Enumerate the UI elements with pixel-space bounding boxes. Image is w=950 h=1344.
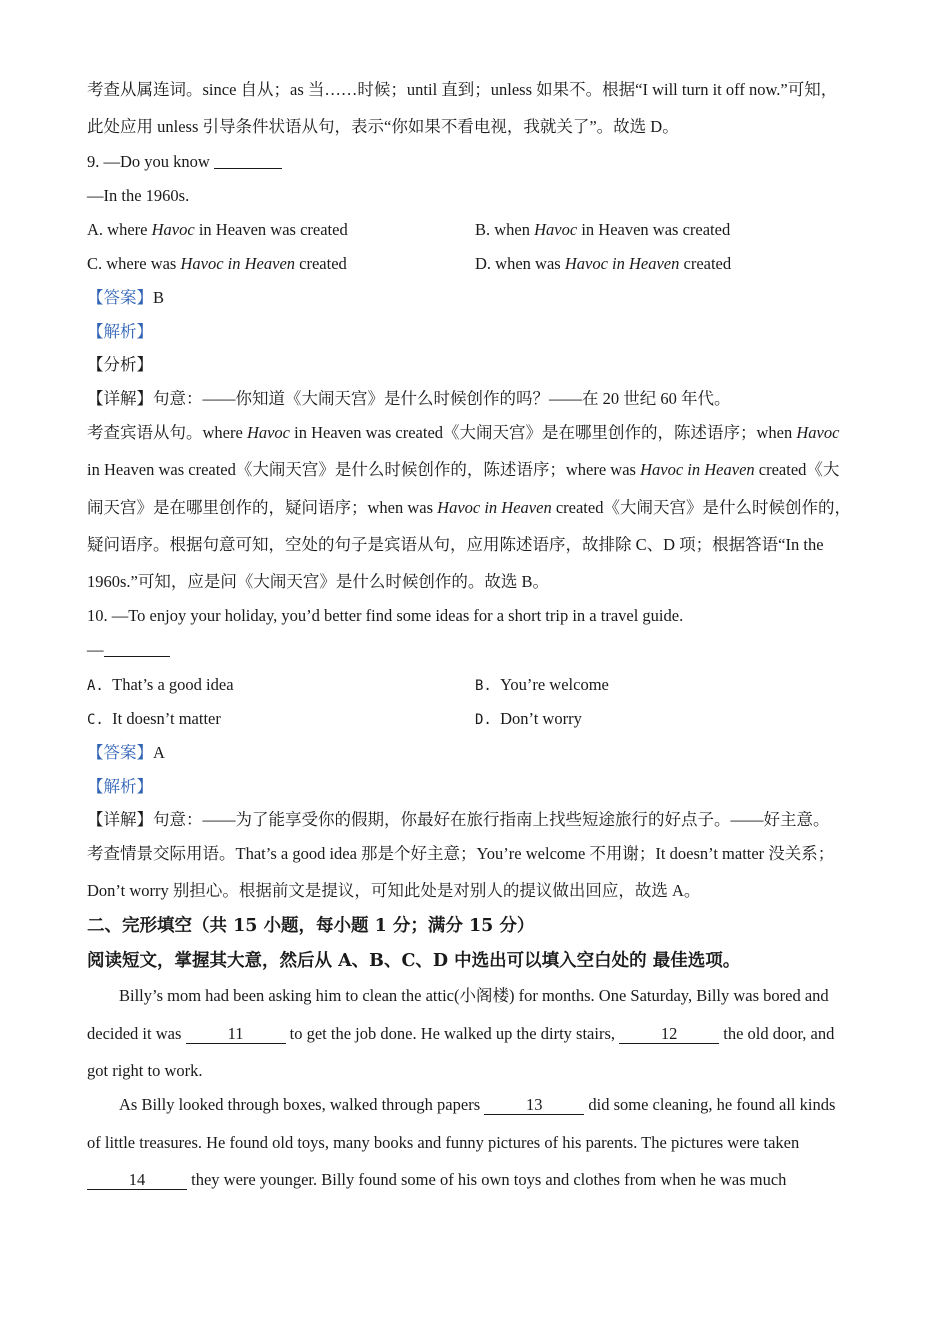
section-instruction: 阅读短文，掌握其大意，然后从 A、B、C、D 中选出可以填入空白处的 最佳选项。 bbox=[87, 951, 741, 971]
q9-stem bbox=[87, 151, 282, 173]
q10-option-d-text: Don’t worry bbox=[500, 709, 582, 728]
q10-option-a-letter: A. bbox=[87, 678, 104, 694]
q10-answer-blank bbox=[104, 640, 170, 657]
q10-reply bbox=[87, 639, 170, 661]
q9-option-d-italic: Havoc in Heaven bbox=[564, 254, 680, 273]
q10-answer-value: A bbox=[153, 743, 165, 762]
q10-option-b-text: You’re welcome bbox=[500, 675, 609, 694]
q9-detail-6: 1960s.”可知，应是问《大闹天宫》是什么时候创作的。故选 B。 bbox=[87, 572, 549, 591]
section-heading: 二、完形填空（共 15 小题，每小题 1 分；满分 15 分） bbox=[87, 916, 535, 936]
passage-p2-line-3 bbox=[87, 1169, 786, 1191]
q9-fenxi-tag: 【分析】 bbox=[87, 355, 153, 374]
q8-analysis-line-1: 考查从属连词。since 自从；as 当……时候；until 直到；unless 如果不。根据“I will turn it off now.”可知， bbox=[87, 80, 838, 99]
q10-jiexi-tag: 【解析】 bbox=[87, 777, 153, 796]
q10-option-c-letter: C. bbox=[87, 712, 104, 728]
q10-option-c-text: It doesn’t matter bbox=[112, 709, 221, 728]
q9-option-b-italic: Havoc bbox=[534, 220, 578, 239]
q9-option-d-post: created bbox=[679, 254, 732, 273]
passage-p1-line-1: Billy’s mom had been asking him to clean the attic(小阁楼) for months. One Saturday, Billy was bored and bbox=[119, 986, 829, 1005]
q10-option-b-letter: B. bbox=[475, 678, 492, 694]
q9-detail-2-c: in Heaven was created《大闹天宫》是在哪里创作的，陈述语序；when bbox=[290, 423, 797, 442]
passage-p1-line-2-c: the old door, and bbox=[719, 1024, 835, 1043]
q9-answer-blank bbox=[214, 152, 282, 169]
q10-option-c bbox=[87, 708, 221, 731]
q10-option-a bbox=[87, 674, 234, 697]
q10-detail-3: Don’t worry 别担心。根据前文是提议，可知此处是对别人的提议做出回应，故选 A。 bbox=[87, 881, 701, 900]
passage-p1-line-2-a: decided it was bbox=[87, 1024, 186, 1043]
q9-option-a-italic: Havoc bbox=[151, 220, 195, 239]
q9-detail-2-b: Havoc bbox=[246, 423, 291, 442]
q10-answer bbox=[87, 742, 165, 764]
q9-detail-3-a: in Heaven was created《大闹天宫》是什么时候创作的，陈述语序；where was bbox=[87, 460, 641, 479]
q10-detail-2: 考查情景交际用语。That’s a good idea 那是个好主意；You’re welcome 不用谢；It doesn’t matter 没关系； bbox=[87, 844, 835, 863]
q9-option-c-post: created bbox=[295, 254, 347, 273]
q9-option-c-pre: C. where was bbox=[87, 254, 181, 273]
q10-stem: 10. —To enjoy your holiday, you’d better find some ideas for a short trip in a travel guide. bbox=[87, 606, 684, 625]
q9-answer bbox=[87, 287, 164, 309]
passage-p2-line-3-b: they were younger. Billy found some of his own toys and clothes from when he was much bbox=[187, 1170, 787, 1189]
q9-option-a bbox=[87, 219, 348, 241]
q9-option-b bbox=[475, 219, 730, 241]
q9-option-b-post: in Heaven was created bbox=[577, 220, 731, 239]
cloze-blank-13: 13 bbox=[484, 1096, 584, 1115]
q10-option-b bbox=[475, 674, 609, 697]
passage-p1-line-2-b: to get the job done. He walked up the dirty stairs, bbox=[285, 1024, 620, 1043]
q8-analysis-line-2: 此处应用 unless 引导条件状语从句，表示“你如果不看电视，我就关了”。故选 D。 bbox=[87, 117, 679, 136]
q9-answer-tag: 【答案】 bbox=[87, 288, 153, 307]
q9-option-b-pre: B. when bbox=[475, 220, 535, 239]
q9-detail-2-a: 考查宾语从句。where bbox=[87, 423, 247, 442]
passage-p1-line-2 bbox=[87, 1023, 834, 1045]
cloze-blank-11: 11 bbox=[186, 1025, 286, 1044]
q10-option-d bbox=[475, 708, 582, 731]
q9-stem-text: 9. —Do you know bbox=[87, 152, 210, 171]
q9-option-c bbox=[87, 253, 347, 275]
q9-answer-value: B bbox=[153, 288, 165, 307]
q10-option-a-text: That’s a good idea bbox=[112, 675, 234, 694]
q9-detail-3 bbox=[87, 459, 839, 481]
passage-p2-line-1 bbox=[119, 1094, 835, 1116]
q9-detail-3-b: Havoc in Heaven bbox=[640, 460, 755, 479]
passage-p2-line-1-a: As Billy looked through boxes, walked through papers bbox=[119, 1095, 485, 1114]
q9-detail-4-b: Havoc in Heaven bbox=[437, 498, 552, 517]
q10-reply-dash: — bbox=[87, 640, 104, 659]
passage-p1-line-3: got right to work. bbox=[87, 1061, 203, 1080]
q9-detail-4-a: 闹天宫》是在哪里创作的，疑问语序；when was bbox=[87, 498, 438, 517]
q10-detail-1: 【详解】句意：——为了能享受你的假期，你最好在旅行指南上找些短途旅行的好点子。——好主意。 bbox=[87, 810, 830, 829]
q9-detail-4 bbox=[87, 497, 851, 519]
q10-answer-tag: 【答案】 bbox=[87, 743, 153, 762]
q9-option-d-pre: D. when was bbox=[475, 254, 565, 273]
q9-option-d bbox=[475, 253, 731, 275]
q10-option-d-letter: D. bbox=[475, 712, 492, 728]
q9-detail-4-c: created《大闹天宫》是什么时候创作的， bbox=[551, 498, 851, 517]
q9-reply: —In the 1960s. bbox=[87, 186, 190, 205]
q9-detail-5: 疑问语序。根据句意可知，空处的句子是宾语从句，应用陈述语序，故排除 C、D 项；根据答语“In the bbox=[87, 535, 824, 554]
q9-jiexi-tag: 【解析】 bbox=[87, 322, 153, 341]
q9-detail-2 bbox=[87, 422, 839, 444]
cloze-blank-14: 14 bbox=[87, 1171, 187, 1190]
q9-detail-1: 【详解】句意：——你知道《大闹天宫》是什么时候创作的吗？——在 20 世纪 60 年代。 bbox=[87, 389, 731, 408]
q9-option-a-pre: A. where bbox=[87, 220, 152, 239]
q9-option-a-post: in Heaven was created bbox=[194, 220, 348, 239]
q9-detail-3-c: created《大 bbox=[754, 460, 840, 479]
passage-p2-line-2: of little treasures. He found old toys, many books and funny pictures of his parents. The pictures were taken bbox=[87, 1133, 800, 1152]
q9-option-c-italic: Havoc in Heaven bbox=[180, 254, 296, 273]
q9-detail-2-d: Havoc bbox=[796, 423, 840, 442]
cloze-blank-12: 12 bbox=[619, 1025, 719, 1044]
passage-p2-line-1-b: did some cleaning, he found all kinds bbox=[584, 1095, 836, 1114]
